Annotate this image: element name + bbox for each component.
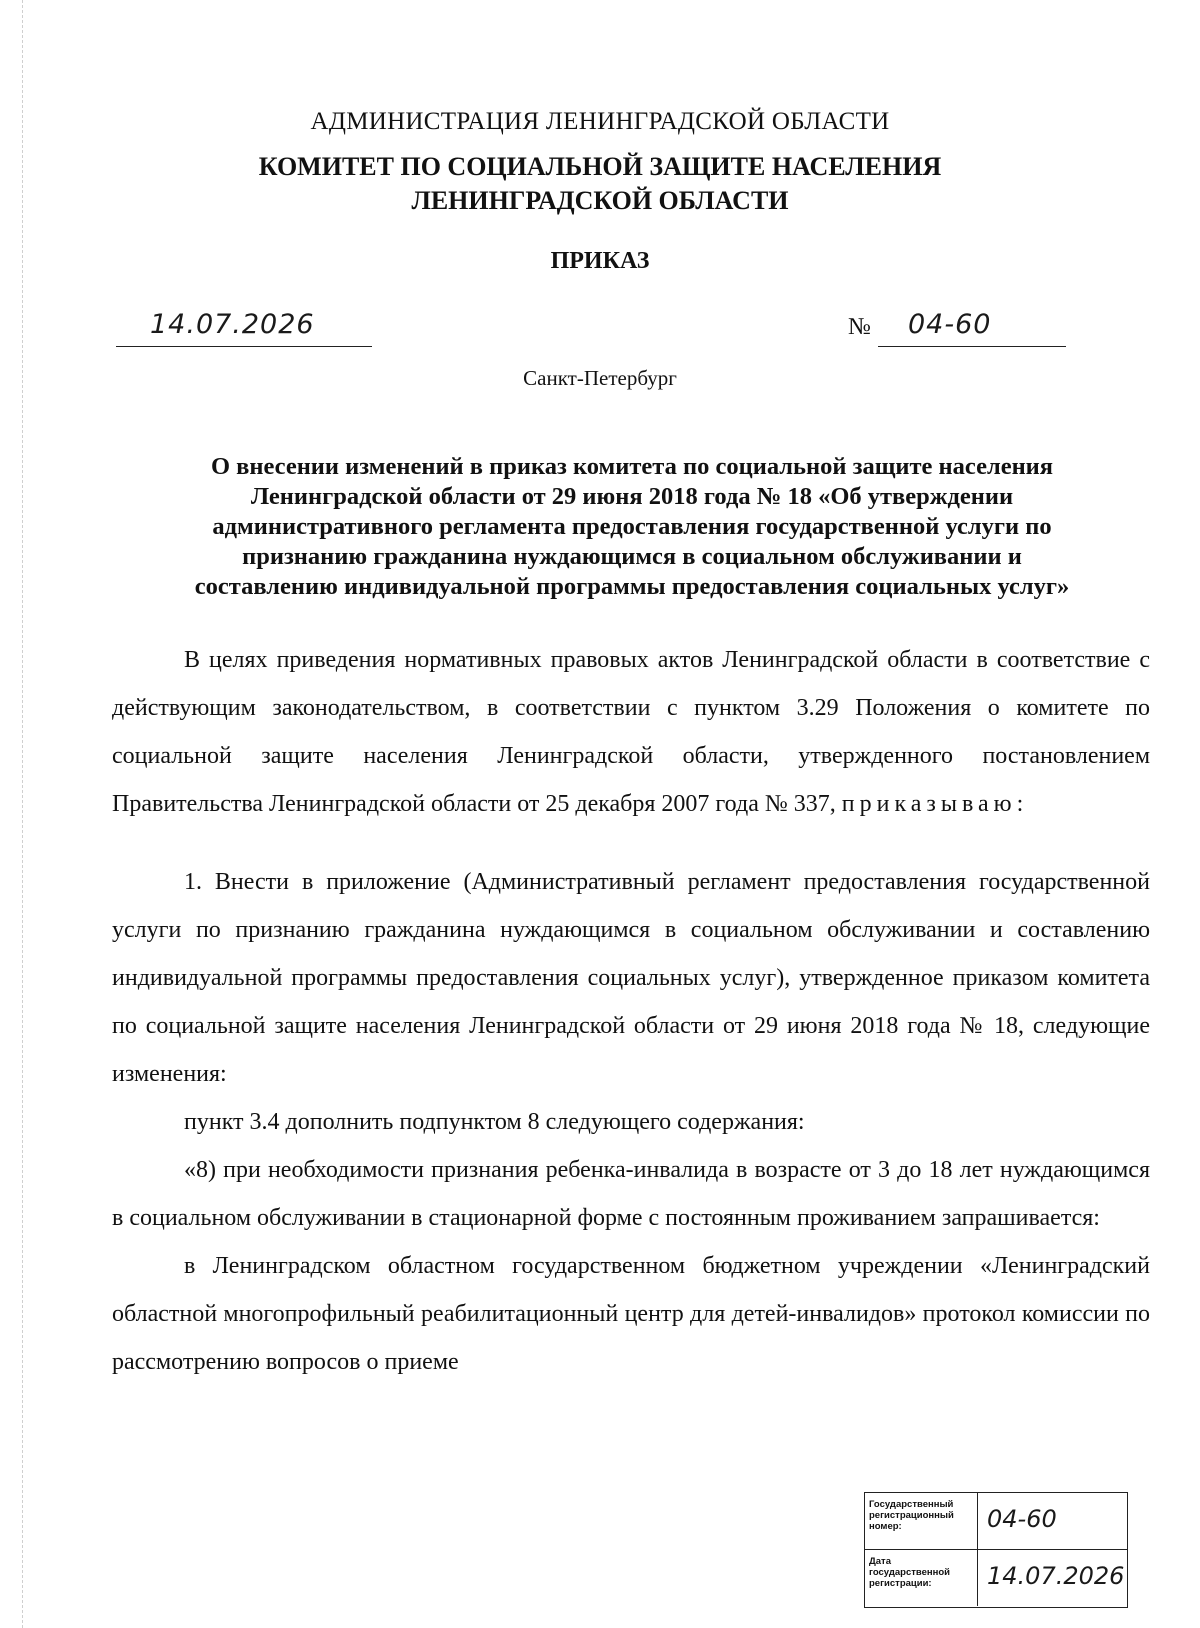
handwritten-number: 04-60 <box>908 309 992 340</box>
stamp-row-date <box>865 1550 1127 1606</box>
city-name: Санкт-Петербург <box>523 366 677 390</box>
stamp-row-number <box>865 1493 1127 1550</box>
order-title-line: признанию гражданина нуждающимся в социальном обслуживании и <box>242 543 1022 570</box>
stamp-divider <box>977 1550 978 1606</box>
scan-edge-line <box>22 0 23 1628</box>
item-1-quote: «8) при необходимости признания ребенка-инвалида в возрасте от 3 до 18 лет нуждающимся в социальном обслуживании в стационарной форме с постоянным проживанием запрашивается: <box>112 1157 1150 1231</box>
number-sign: № <box>848 314 871 340</box>
stamp-divider <box>977 1493 978 1549</box>
order-title-line: составлению индивидуальной программы предоставления социальных услуг» <box>194 573 1070 600</box>
item-1-continuation: в Ленинградском областном государственном бюджетном учреждении «Ленинградский областной многопрофильный реабилитационный центр для детей-инвалидов» протокол комиссии по рассмотрению вопросов о приеме <box>112 1253 1150 1375</box>
committee-heading-line2: ЛЕНИНГРАДСКОЙ ОБЛАСТИ <box>411 186 789 215</box>
stamp-number-value: 04-60 <box>987 1505 1057 1533</box>
stamp-number-label: Государственный регистрационный номер: <box>869 1499 954 1532</box>
preamble-text: В целях приведения нормативных правовых актов Ленинградской области в соответствие с действующим законодательством, в соответствии с пунктом 3.29 Положения о комитете по социальной защите населения Ленинградской области, утвержденного постановлением Правительства Ленинградской области от 25 декабря 2007 года № 337, <box>112 647 1150 817</box>
order-title-line: Ленинградской области от 29 июня 2018 года № 18 «Об утверждении <box>250 483 1014 510</box>
preamble-paragraph <box>112 636 1150 828</box>
order-title-line: административного регламента предоставления государственной услуги по <box>212 513 1052 540</box>
order-word: приказываю: <box>841 791 1029 817</box>
item-1-paragraph: 1. Внести в приложение (Административный регламент предоставления государственной услуги по признанию гражданина нуждающимся в социальном обслуживании и составлению индивидуальной программы предоставления социальных услуг), утвержденное приказом комитета по социальной защите населения Ленинградской области от 29 июня 2018 года № 18, следующие изменения: <box>112 869 1150 1087</box>
handwritten-date: 14.07.2026 <box>150 309 315 340</box>
order-title <box>112 452 1152 602</box>
order-body <box>112 636 1150 1386</box>
order-title-line: О внесении изменений в приказ комитета по социальной защите населения <box>210 453 1054 480</box>
item-1-subparagraph: пункт 3.4 дополнить подпунктом 8 следующего содержания: <box>184 1109 805 1135</box>
committee-heading-line1: КОМИТЕТ ПО СОЦИАЛЬНОЙ ЗАЩИТЕ НАСЕЛЕНИЯ <box>258 152 942 181</box>
stamp-date-value: 14.07.2026 <box>987 1562 1125 1590</box>
registration-stamp <box>864 1492 1128 1608</box>
administration-heading: АДМИНИСТРАЦИЯ ЛЕНИНГРАДСКОЙ ОБЛАСТИ <box>310 108 890 135</box>
committee-heading <box>0 150 1200 218</box>
stamp-date-label: Дата государственной регистрации: <box>869 1556 951 1589</box>
document-type: ПРИКАЗ <box>550 248 650 274</box>
